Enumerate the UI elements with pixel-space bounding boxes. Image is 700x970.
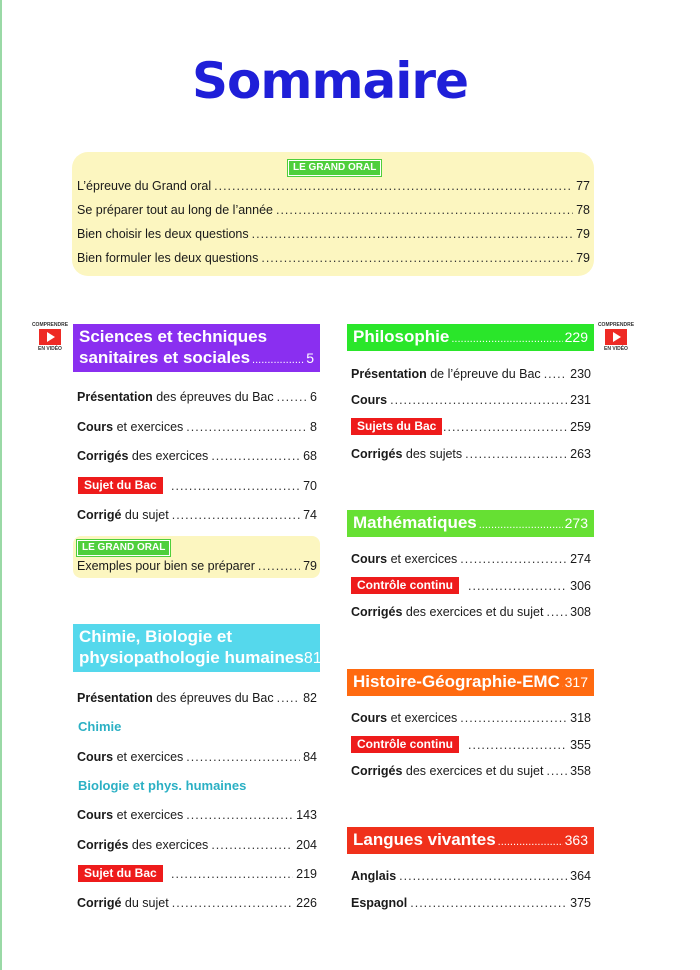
section-header-sst[interactable]: Sciences et techniques sanitaires et sociales ..... 5	[73, 324, 320, 372]
entry-label-part: Corrigé	[77, 896, 122, 910]
page-number: 263	[570, 447, 591, 461]
entry-label	[351, 392, 387, 408]
video-badge-left[interactable]: COMPRENDRE EN VIDÉO	[31, 322, 69, 352]
entry-label-part: et exercices	[113, 808, 184, 822]
entry-label-part: et exercices	[113, 750, 184, 764]
subsection-biologie: Biologie et phys. humaines	[78, 778, 247, 793]
entry-label-part: de l’épreuve du Bac	[426, 367, 541, 381]
entry-label-part: Corrigés	[351, 605, 403, 619]
entry-label-part: Présentation	[77, 390, 153, 404]
dot-leader	[258, 558, 300, 574]
toc-entry[interactable]	[77, 837, 317, 853]
entry-label-part: Corrigé	[77, 508, 122, 522]
entry-label: Bien formuler les deux questions	[77, 251, 259, 265]
toc-entry[interactable]	[77, 178, 590, 194]
page-number: 68	[303, 449, 317, 463]
entry-label-part: Cours	[351, 552, 388, 566]
entry-label-part: Présentation	[351, 367, 427, 381]
sujet-du-bac-tag: Sujet du Bac	[78, 477, 163, 494]
dot-leader	[451, 329, 562, 350]
section-header-mathematiques[interactable]: Mathématiques ..... 273	[347, 510, 594, 537]
toc-entry[interactable]	[351, 551, 591, 567]
page-number: 306	[570, 579, 591, 593]
entry-label-part: des exercices	[128, 838, 209, 852]
subsection-chimie: Chimie	[78, 719, 122, 734]
entry-label: Exemples pour bien se préparer	[77, 559, 255, 573]
toc-entry[interactable]	[351, 895, 591, 911]
entry-label	[351, 366, 541, 382]
section-header-histoire[interactable]: Histoire-Géographie-EMC ..... 317	[347, 669, 594, 696]
entry-label-part: des exercices et du sujet	[402, 605, 544, 619]
toc-entry[interactable]	[168, 478, 317, 494]
dot-leader	[186, 807, 293, 823]
entry-label	[351, 895, 407, 911]
page-number: 219	[296, 867, 317, 881]
entry-label-part: du sujet	[121, 508, 169, 522]
entry-label-part: Cours	[77, 808, 114, 822]
entry-label	[77, 807, 183, 823]
page-number: 355	[570, 738, 591, 752]
dot-leader	[410, 895, 567, 911]
dot-leader	[172, 895, 293, 911]
page-edge-line	[0, 0, 2, 970]
dot-leader	[443, 419, 567, 435]
page-number: 259	[570, 420, 591, 434]
dot-leader	[171, 866, 293, 882]
sujet-du-bac-tag: Sujet du Bac	[78, 865, 163, 882]
page-number: 82	[303, 691, 317, 705]
entry-label: Bien choisir les deux questions	[77, 227, 249, 241]
dot-leader	[171, 478, 300, 494]
toc-entry[interactable]	[351, 366, 591, 382]
entry-label	[77, 389, 274, 405]
dot-leader	[465, 446, 567, 462]
entry-label-part: Corrigés	[351, 447, 403, 461]
page-number: 308	[570, 605, 591, 619]
entry-label-part: Cours	[351, 711, 388, 725]
entry-label	[77, 419, 183, 435]
toc-entry[interactable]	[77, 895, 317, 911]
entry-label-part: Cours	[77, 420, 114, 434]
toc-entry[interactable]	[351, 763, 591, 779]
entry-label-part: Corrigés	[77, 449, 129, 463]
entry-label	[351, 604, 543, 620]
toc-entry[interactable]	[351, 868, 591, 884]
entry-label-part: des exercices	[128, 449, 209, 463]
page-number: 226	[296, 896, 317, 910]
page-number: 79	[303, 559, 317, 573]
entry-label	[77, 507, 169, 523]
page-number: 79	[576, 227, 590, 241]
dot-leader	[186, 749, 300, 765]
dot-leader	[211, 448, 300, 464]
page-number: 231	[570, 393, 591, 407]
dot-leader	[252, 226, 573, 242]
dot-leader	[468, 737, 567, 753]
grand-oral-tag: LE GRAND ORAL	[288, 160, 381, 176]
toc-entry[interactable]	[351, 446, 591, 462]
dot-leader	[460, 710, 567, 726]
dot-leader	[186, 419, 307, 435]
page-number: 204	[296, 838, 317, 852]
dot-leader	[172, 507, 300, 523]
entry-label-part: des épreuves du Bac	[152, 390, 274, 404]
dot-leader	[546, 604, 567, 620]
entry-label	[77, 448, 208, 464]
page-number: 375	[570, 896, 591, 910]
entry-label-part: Espagnol	[351, 896, 408, 910]
toc-entry[interactable]	[351, 392, 591, 408]
page-number: 274	[570, 552, 591, 566]
page-number: 70	[303, 479, 317, 493]
toc-entry[interactable]	[77, 250, 590, 266]
dot-leader	[460, 551, 567, 567]
toc-entry[interactable]	[77, 419, 317, 435]
video-badge-right[interactable]: COMPRENDRE EN VIDÉO	[597, 322, 635, 352]
dot-leader	[498, 832, 563, 853]
entry-label-part: des exercices et du sujet	[402, 764, 544, 778]
controle-continu-tag: Contrôle continu	[351, 736, 459, 753]
page-number: 230	[570, 367, 591, 381]
toc-entry[interactable]	[77, 389, 317, 405]
page-number: 77	[576, 179, 590, 193]
toc-entry[interactable]	[465, 737, 591, 753]
toc-entry[interactable]	[77, 749, 317, 765]
entry-label-part: Corrigés	[77, 838, 129, 852]
entry-label-part: et exercices	[113, 420, 184, 434]
page-number: 78	[576, 203, 590, 217]
section-header-langues[interactable]: Langues vivantes ..... 363	[347, 827, 594, 854]
entry-label	[77, 895, 169, 911]
entry-label	[351, 551, 457, 567]
page-number: 79	[576, 251, 590, 265]
page-number: 84	[303, 750, 317, 764]
dot-leader	[276, 202, 573, 218]
dot-leader	[252, 350, 304, 371]
section-header-chimie[interactable]: Chimie, Biologie et physiopathologie humaines 81	[73, 624, 320, 672]
dot-leader	[468, 578, 567, 594]
entry-label-part: Cours	[77, 750, 114, 764]
play-icon	[605, 329, 627, 345]
toc-entry[interactable]	[77, 226, 590, 242]
toc-entry[interactable]	[351, 710, 591, 726]
dot-leader	[399, 868, 567, 884]
play-icon	[39, 329, 61, 345]
entry-label-part: Présentation	[77, 691, 153, 705]
page-number: 6	[310, 390, 317, 404]
toc-entry[interactable]	[465, 578, 591, 594]
page-number: 74	[303, 508, 317, 522]
entry-label	[351, 446, 462, 462]
controle-continu-tag: Contrôle continu	[351, 577, 459, 594]
entry-label-part: et exercices	[387, 552, 458, 566]
entry-label-part: Cours	[351, 393, 388, 407]
dot-leader	[214, 178, 573, 194]
toc-entry[interactable]	[77, 690, 317, 706]
dot-leader	[211, 837, 293, 853]
entry-label	[77, 690, 274, 706]
toc-entry[interactable]	[77, 448, 317, 464]
page-number: 358	[570, 764, 591, 778]
toc-entry[interactable]	[77, 202, 590, 218]
entry-label-part: et exercices	[387, 711, 458, 725]
dot-leader	[546, 763, 567, 779]
toc-entry[interactable]	[77, 558, 317, 574]
toc-entry[interactable]	[77, 807, 317, 823]
dot-leader	[277, 389, 307, 405]
dot-leader	[261, 250, 573, 266]
toc-entry[interactable]	[168, 866, 317, 882]
entry-label-part: Anglais	[351, 869, 397, 883]
dot-leader	[562, 674, 563, 695]
entry-label	[351, 710, 457, 726]
toc-entry[interactable]	[440, 419, 591, 435]
grand-oral-tag: LE GRAND ORAL	[77, 540, 170, 556]
dot-leader	[544, 366, 567, 382]
entry-label	[351, 868, 396, 884]
page-number: 364	[570, 869, 591, 883]
toc-entry[interactable]	[351, 604, 591, 620]
entry-label-part: des sujets	[402, 447, 463, 461]
entry-label: L’épreuve du Grand oral	[77, 179, 212, 193]
page-number: 143	[296, 808, 317, 822]
sujets-du-bac-tag: Sujets du Bac	[351, 418, 442, 435]
page-number: 8	[310, 420, 317, 434]
entry-label-part: Corrigés	[351, 764, 403, 778]
entry-label	[351, 763, 543, 779]
entry-label	[77, 837, 208, 853]
entry-label-part: des épreuves du Bac	[152, 691, 274, 705]
dot-leader	[277, 690, 300, 706]
entry-label	[77, 749, 183, 765]
dot-leader	[390, 392, 567, 408]
page-number: 318	[570, 711, 591, 725]
entry-label: Se préparer tout au long de l’année	[77, 203, 273, 217]
page-title: Sommaire	[191, 52, 468, 110]
dot-leader	[479, 515, 563, 536]
entry-label-part: du sujet	[121, 896, 169, 910]
section-header-philosophie[interactable]: Philosophie ..... 229	[347, 324, 594, 351]
toc-entry[interactable]	[77, 507, 317, 523]
